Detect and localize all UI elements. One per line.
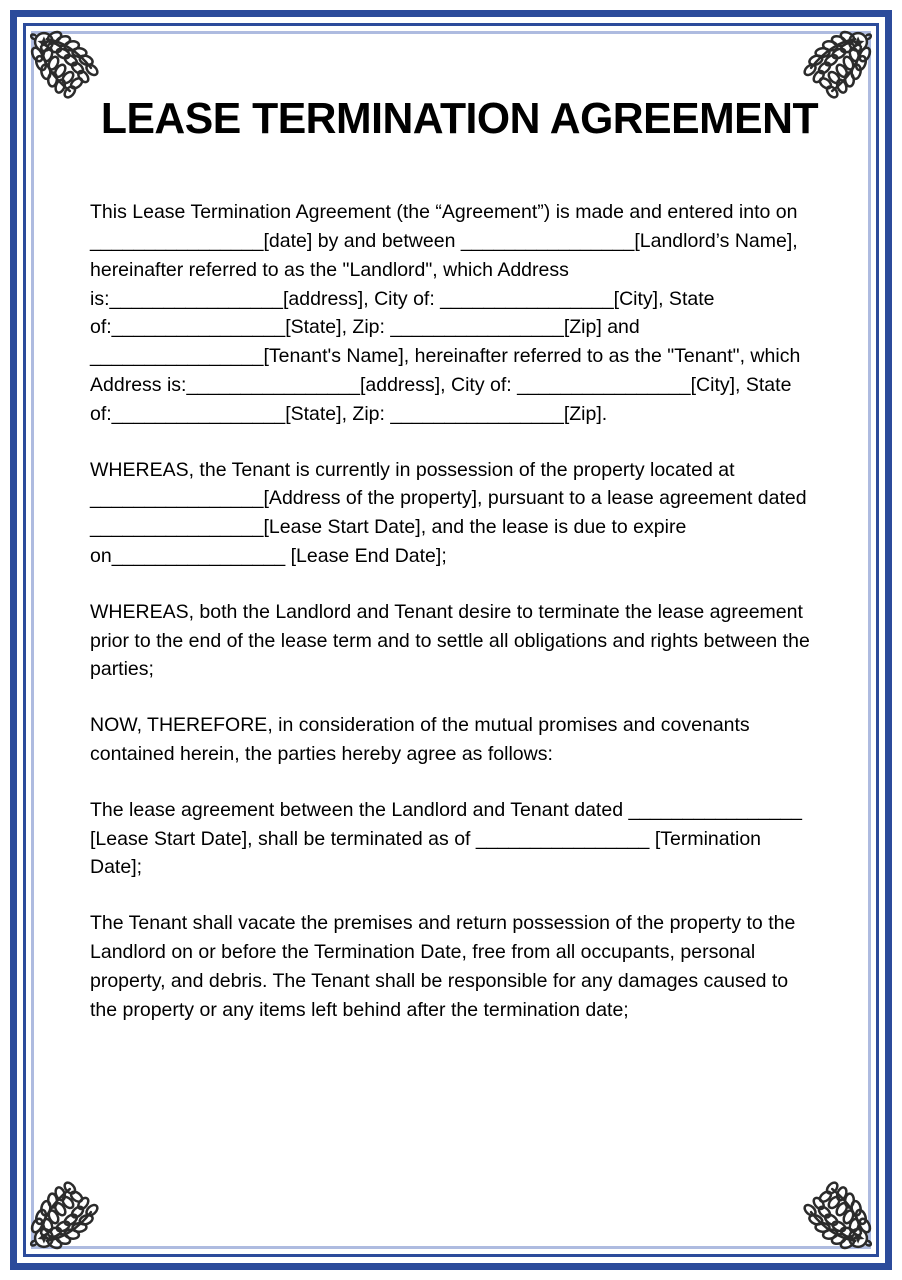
paragraph-parties: This Lease Termination Agreement (the “Agreement”) is made and entered into on ________________[date] by and between ________________[Landlord’s Name], hereinafter referred to as the "Landlord", which Address is:________________[address], City of: ________________[City], State of:________________[State], Zip: ________________[Zip] and ________________[Tenant's Name], hereinafter referred to as the "Tenant", which Address is:________________[address], City of: ________________[City], State of:________________[State], Zip: ________________[Zip].	[90, 201, 805, 425]
paragraph-whereas-desire-terminate: WHEREAS, both the Landlord and Tenant desire to terminate the lease agreement prior to the end of the lease term and to settle all obligations and rights between the parties;	[90, 600, 816, 681]
paragraph-vacate-premises: The Tenant shall vacate the premises and return possession of the property to the Landlord on or before the Termination Date, free from all occupants, personal property, and debris. The Tenant shall be responsible for any damages caused to the property or any items left behind after the termination date;	[90, 912, 801, 1021]
paragraph-whereas-possession: WHEREAS, the Tenant is currently in possession of the property located at ________________[Address of the property], pursuant to a lease agreement dated ________________[Lease Start Date], and the lease is due to expire on________________ [Lease End Date];	[90, 458, 813, 567]
page-title: LEASE TERMINATION AGREEMENT	[100, 94, 819, 143]
paragraph-termination-dates: The lease agreement between the Landlord and Tenant dated ________________ [Lease Start Date], shall be terminated as of ________________ [Termination Date];	[90, 798, 808, 879]
agreement-body	[90, 198, 816, 1024]
paragraph-now-therefore: NOW, THEREFORE, in consideration of the mutual promises and covenants contained herein, the parties hereby agree as follows:	[90, 714, 756, 765]
